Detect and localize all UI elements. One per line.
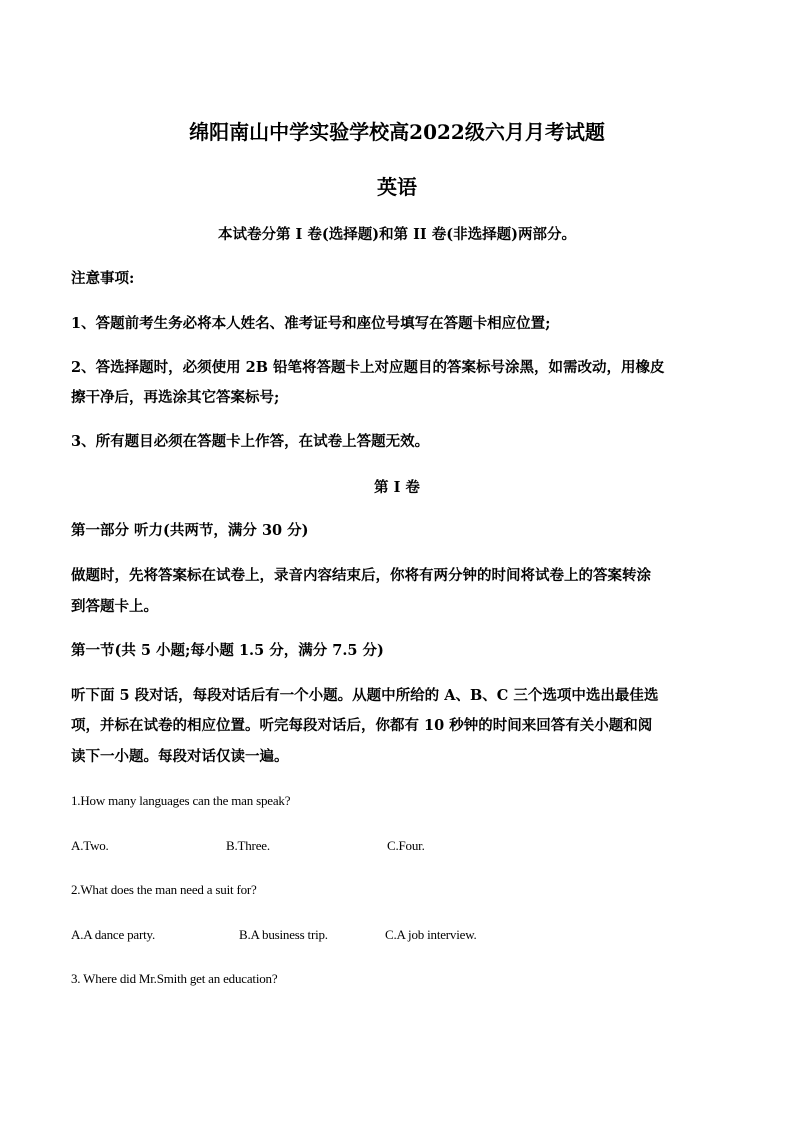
question-3: 3. Where did Mr.Smith get an education? <box>71 971 278 986</box>
part1-instructions-2: 到答题卡上。 <box>71 598 158 615</box>
volume-heading: 第 I 卷 <box>374 479 420 496</box>
question-1: 1.How many languages can the man speak? <box>71 793 291 808</box>
question-1-option-a: A.Two. <box>71 838 109 853</box>
question-1-option-b: B.Three. <box>226 838 270 853</box>
notice-item-2: 2、答选择题时，必须使用 2B 铅笔将答题卡上对应题目的答案标号涂黑，如需改动，用橡皮 <box>71 359 665 376</box>
notice-item-3: 3、所有题目必须在答题卡上作答，在试卷上答题无效。 <box>71 433 430 450</box>
exam-title: 绵阳南山中学实验学校高2022级六月月考试题 <box>189 120 605 144</box>
notice-heading: 注意事项: <box>71 270 135 287</box>
exam-intro: 本试卷分第 I 卷(选择题)和第 II 卷(非选择题)两部分。 <box>218 226 576 243</box>
section1-instructions-1: 听下面 5 段对话，每段对话后有一个小题。从题中所给的 A、B、C 三个选项中选出最佳选 <box>71 687 659 704</box>
part1-instructions-1: 做题时，先将答案标在试卷上，录音内容结束后，你将有两分钟的时间将试卷上的答案转涂 <box>71 567 651 584</box>
question-1-option-c: C.Four. <box>387 838 425 853</box>
notice-item-2-cont: 擦干净后，再选涂其它答案标号; <box>71 389 280 406</box>
part1-heading: 第一部分 听力(共两节，满分 30 分) <box>71 522 309 539</box>
question-2-option-a: A.A dance party. <box>71 927 156 942</box>
section1-instructions-3: 读下一小题。每段对话仅读一遍。 <box>71 748 289 765</box>
question-2-option-b: B.A business trip. <box>239 927 328 942</box>
question-2-option-c: C.A job interview. <box>385 927 477 942</box>
notice-item-1: 1、答题前考生务必将本人姓名、准考证号和座位号填写在答题卡相应位置; <box>71 315 551 332</box>
section1-instructions-2: 项，并标在试卷的相应位置。听完每段对话后，你都有 10 秒钟的时间来回答有关小题和阅 <box>71 717 653 734</box>
subject-title: 英语 <box>377 175 417 199</box>
section1-heading: 第一节(共 5 小题;每小题 1.5 分，满分 7.5 分) <box>71 642 384 659</box>
question-2: 2.What does the man need a suit for? <box>71 882 257 897</box>
